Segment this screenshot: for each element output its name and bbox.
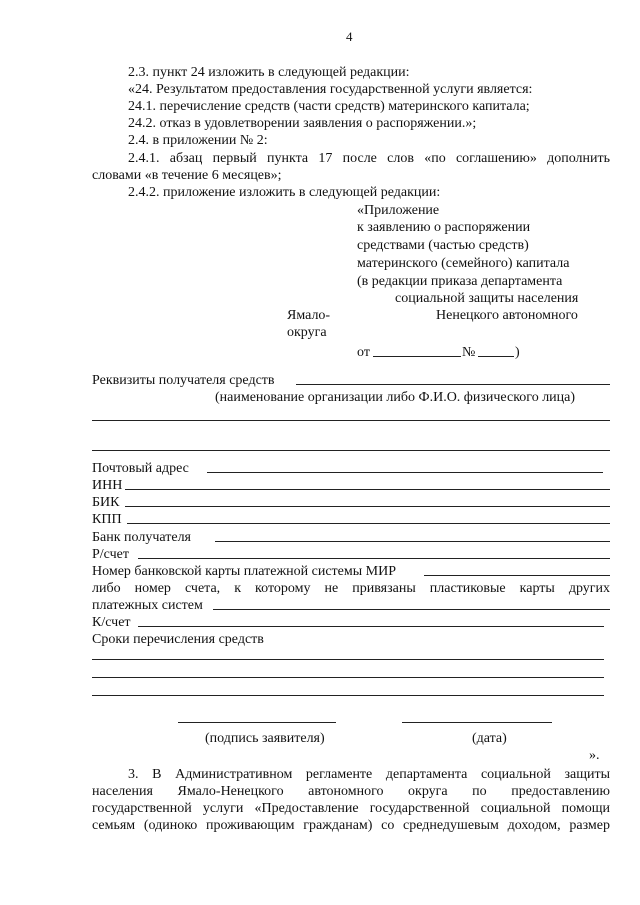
bank-line: [215, 541, 610, 542]
alt-account-line: [213, 609, 610, 610]
mir-card-label: Номер банковской карты платежной системы МИР: [92, 564, 396, 579]
section3-line3: государственной услуги «Предоставление государственной социальной помощи: [92, 801, 610, 816]
bik-label: БИК: [92, 495, 120, 510]
kpp-line: [127, 523, 610, 524]
appendix-line4: материнского (семейного) капитала: [357, 256, 570, 271]
transfer-terms-line-3: [92, 695, 604, 696]
section3-line2: населения Ямало-Ненецкого автономного округа по предоставлению: [92, 784, 610, 799]
item-2-3: 2.3. пункт 24 изложить в следующей редакции:: [128, 65, 410, 80]
bik-line: [125, 506, 610, 507]
date-caption: (дата): [472, 731, 507, 746]
alt-account-label-line1: либо номер счета, к которому не привязаны пластиковые карты других: [92, 581, 610, 596]
page-number: 4: [346, 29, 353, 44]
appendix-line5: (в редакции приказа департамента: [357, 274, 563, 289]
item-2-4-1-line1: 2.4.1. абзац первый пункта 17 после слов «по соглашению» дополнить: [128, 151, 610, 166]
appendix-date-label: от: [357, 345, 370, 360]
item-2-4-2: 2.4.2. приложение изложить в следующей редакции:: [128, 185, 441, 200]
signature-line: [178, 722, 336, 723]
transfer-terms-line-1: [92, 659, 604, 660]
appendix-line2: к заявлению о распоряжении: [357, 220, 531, 235]
appendix-close-paren: ): [515, 345, 520, 360]
appendix-okruga: округа: [287, 325, 327, 340]
bank-label: Банк получателя: [92, 530, 191, 545]
corr-account-line: [138, 626, 604, 627]
appendix-date-line: [373, 356, 461, 357]
postal-address-label: Почтовый адрес: [92, 461, 189, 476]
recipient-blank-line-1: [92, 420, 610, 421]
item-2-4: 2.4. в приложении № 2:: [128, 133, 268, 148]
postal-address-line: [207, 472, 603, 473]
recipient-blank-line-2: [92, 450, 610, 451]
account-line: [138, 558, 610, 559]
recipient-field-line: [296, 384, 610, 385]
appendix-yamalo: Ямало-: [287, 308, 331, 323]
section3-line1: 3. В Административном регламенте департамента социальной защиты: [128, 767, 610, 782]
signature-caption: (подпись заявителя): [205, 731, 325, 746]
closing-quote: ».: [589, 748, 600, 763]
appendix-line3: средствами (частью средств): [357, 238, 529, 253]
recipient-hint: (наименование организации либо Ф.И.О. физического лица): [215, 390, 576, 405]
date-line: [402, 722, 552, 723]
appendix-number-line: [478, 356, 514, 357]
appendix-number-label: №: [462, 345, 476, 360]
item-24: «24. Результатом предоставления государственной услуги является:: [128, 82, 533, 97]
inn-line: [125, 489, 610, 490]
section3-line4: семьям (одиноко проживающим гражданам) со среднедушевым доходом, размер: [92, 818, 610, 833]
transfer-terms-label: Сроки перечисления средств: [92, 632, 264, 647]
recipient-label: Реквизиты получателя средств: [92, 373, 275, 388]
mir-card-line: [424, 575, 610, 576]
item-2-4-1-line2: словами «в течение 6 месяцев»;: [92, 168, 282, 183]
item-24-2: 24.2. отказ в удовлетворении заявления о распоряжении.»;: [128, 116, 477, 131]
kpp-label: КПП: [92, 512, 122, 527]
inn-label: ИНН: [92, 478, 123, 493]
appendix-nenets: Ненецкого автономного: [436, 308, 578, 323]
appendix-title: «Приложение: [357, 203, 440, 218]
corr-account-label: К/счет: [92, 615, 131, 630]
account-label: Р/счет: [92, 547, 129, 562]
item-24-1: 24.1. перечисление средств (части средств) материнского капитала;: [128, 99, 530, 114]
transfer-terms-line-2: [92, 677, 604, 678]
alt-account-label-line2: платежных систем: [92, 598, 203, 613]
appendix-line6: социальной защиты населения: [395, 291, 579, 306]
